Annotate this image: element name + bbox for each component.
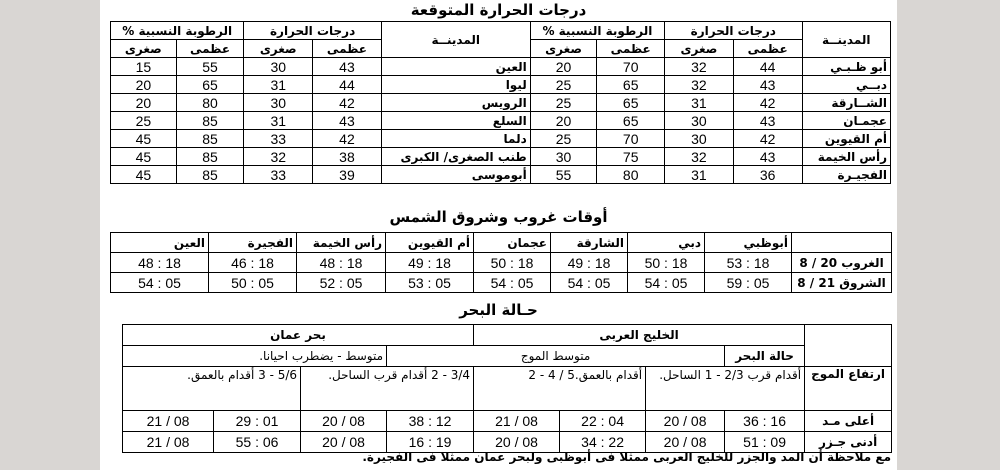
high-tide-label: أعلى مـد	[805, 411, 892, 432]
sunrise-time: 05 : 50	[209, 273, 297, 293]
sea-state-label: حالة البحر	[725, 346, 805, 367]
table-row	[111, 112, 891, 130]
sunrise-time: 05 : 54	[474, 273, 551, 293]
oman-wave-offshore: 5/6 - 3 أقدام بالعمق.	[123, 367, 301, 411]
max-header: عظمى	[733, 40, 802, 58]
sunset-time: 18 : 49	[386, 253, 474, 273]
value-cell: 32	[665, 148, 734, 166]
city-name: الفجيـرة	[802, 166, 891, 184]
min-header: صغرى	[665, 40, 734, 58]
value-cell: 30	[530, 148, 597, 166]
value-cell: 32	[665, 58, 734, 76]
temp-header-left: درجات الحرارة	[244, 22, 381, 40]
high-tide-value: 16 : 36	[725, 411, 805, 432]
sunrise-time: 05 : 52	[297, 273, 386, 293]
value-cell: 36	[733, 166, 802, 184]
sunset-time: 18 : 46	[209, 253, 297, 273]
value-cell: 75	[597, 148, 665, 166]
city-name: طنب الصغرى/ الكبرى	[381, 148, 530, 166]
humidity-header-left: الرطوبة النسبية %	[111, 22, 244, 40]
city-name: دلما	[381, 130, 530, 148]
value-cell: 39	[313, 166, 382, 184]
value-cell: 44	[733, 58, 802, 76]
city-name: الشــارقة	[802, 94, 891, 112]
value-cell: 25	[111, 112, 177, 130]
max-header: عظمى	[597, 40, 665, 58]
low-tide-value: 22 : 34	[560, 432, 646, 453]
sunset-time: 18 : 49	[551, 253, 628, 273]
min-header: صغرى	[530, 40, 597, 58]
value-cell: 43	[733, 76, 802, 94]
max-header: عظمى	[313, 40, 382, 58]
value-cell: 20	[530, 58, 597, 76]
value-cell: 43	[733, 112, 802, 130]
low-tide-value: 06 : 55	[214, 432, 301, 453]
value-cell: 25	[530, 76, 597, 94]
sunrise-time: 05 : 53	[386, 273, 474, 293]
sunset-time: 18 : 48	[297, 253, 386, 273]
value-cell: 85	[176, 112, 244, 130]
humidity-header-right: الرطوبة النسبية %	[530, 22, 664, 40]
value-cell: 31	[244, 112, 313, 130]
sea-corner-cell	[805, 325, 892, 367]
value-cell: 45	[111, 130, 177, 148]
city-name: رأس الخيمة	[802, 148, 891, 166]
city-header-left: المدينــة	[381, 22, 530, 58]
sunset-time: 18 : 50	[628, 253, 705, 273]
sun-city-header: أبوظبي	[705, 233, 792, 253]
value-cell: 30	[665, 112, 734, 130]
table-row	[111, 94, 891, 112]
sun-city-header: رأس الخيمة	[297, 233, 386, 253]
city-name: أبو ظـبـي	[802, 58, 891, 76]
gulf-header: الخليج العربى	[474, 325, 805, 346]
value-cell: 65	[597, 94, 665, 112]
sunset-time: 18 : 48	[111, 253, 209, 273]
sunrise-label: الشروق 21 / 8	[792, 273, 892, 293]
value-cell: 45	[111, 148, 177, 166]
value-cell: 85	[176, 166, 244, 184]
value-cell: 42	[733, 94, 802, 112]
city-name: العين	[381, 58, 530, 76]
max-header: عظمى	[176, 40, 244, 58]
table-row	[111, 166, 891, 184]
sun-city-header: أم القيوين	[386, 233, 474, 253]
high-tide-value: 08 / 20	[646, 411, 725, 432]
table-row	[111, 130, 891, 148]
city-name: السلع	[381, 112, 530, 130]
sunset-label: الغروب 20 / 8	[792, 253, 892, 273]
forecast-page	[100, 0, 897, 470]
high-tide-value: 08 / 21	[474, 411, 560, 432]
gulf-wave-near-shore: أقدام قرب 2/3 - 1 الساحل.	[646, 367, 805, 411]
low-tide-value: 09 : 51	[725, 432, 805, 453]
value-cell: 38	[313, 148, 382, 166]
sea-title: حـالة البحر	[459, 301, 538, 319]
sunset-time: 18 : 50	[474, 253, 551, 273]
low-tide-value: 08 / 21	[123, 432, 214, 453]
value-cell: 70	[597, 58, 665, 76]
value-cell: 33	[244, 130, 313, 148]
low-tide-value: 08 / 20	[646, 432, 725, 453]
value-cell: 25	[530, 130, 597, 148]
value-cell: 42	[313, 94, 382, 112]
city-name: أم القيوين	[802, 130, 891, 148]
sunrise-time: 05 : 59	[705, 273, 792, 293]
value-cell: 43	[313, 112, 382, 130]
high-tide-value: 08 / 21	[123, 411, 214, 432]
value-cell: 44	[313, 76, 382, 94]
min-header: صغرى	[111, 40, 177, 58]
value-cell: 20	[530, 112, 597, 130]
value-cell: 43	[733, 148, 802, 166]
value-cell: 80	[176, 94, 244, 112]
wave-height-label: ارتفاع الموج	[805, 367, 892, 411]
low-tide-label: أدنى جـزر	[805, 432, 892, 453]
value-cell: 55	[176, 58, 244, 76]
high-tide-value: 12 : 38	[387, 411, 474, 432]
value-cell: 25	[530, 94, 597, 112]
gulf-sea-state: متوسط الموج	[387, 346, 725, 367]
value-cell: 43	[313, 58, 382, 76]
oman-header: بحر عمان	[123, 325, 474, 346]
sunrise-time: 05 : 54	[628, 273, 705, 293]
sea-table	[122, 324, 892, 453]
high-tide-value: 01 : 29	[214, 411, 301, 432]
low-tide-value: 19 : 16	[387, 432, 474, 453]
value-cell: 65	[597, 76, 665, 94]
oman-sea-state: متوسط - يضطرب احيانا.	[123, 346, 387, 367]
tide-note: مع ملاحظة أن المد والجزر للخليج العربى ممثلا فى أبوظبى ولبحر عمان ممثلا فى الفجيرة.	[362, 450, 891, 464]
sunrise-time: 05 : 54	[111, 273, 209, 293]
oman-wave-near-shore: 3/4 - 2 أقدام قرب الساحل.	[301, 367, 474, 411]
value-cell: 33	[244, 166, 313, 184]
value-cell: 32	[244, 148, 313, 166]
value-cell: 65	[176, 76, 244, 94]
value-cell: 31	[665, 94, 734, 112]
value-cell: 45	[111, 166, 177, 184]
sun-city-header: عجمان	[474, 233, 551, 253]
city-name: ليوا	[381, 76, 530, 94]
gulf-wave-offshore: أقدام بالعمق.5 / 4 - 2	[474, 367, 646, 411]
value-cell: 85	[176, 148, 244, 166]
value-cell: 30	[244, 94, 313, 112]
sun-city-header: الفجيرة	[209, 233, 297, 253]
sun-city-header: الشارقة	[551, 233, 628, 253]
value-cell: 42	[733, 130, 802, 148]
sunrise-time: 05 : 54	[551, 273, 628, 293]
low-tide-value: 08 / 20	[301, 432, 387, 453]
value-cell: 42	[313, 130, 382, 148]
table-row	[111, 148, 891, 166]
value-cell: 80	[597, 166, 665, 184]
value-cell: 15	[111, 58, 177, 76]
sun-title: أوقات غروب وشروق الشمس	[389, 208, 608, 226]
value-cell: 30	[665, 130, 734, 148]
temperature-table	[110, 21, 891, 184]
sun-city-header: العين	[111, 233, 209, 253]
city-name: عجمـان	[802, 112, 891, 130]
city-name: دبــي	[802, 76, 891, 94]
min-header: صغرى	[244, 40, 313, 58]
table-row	[111, 58, 891, 76]
value-cell: 65	[597, 112, 665, 130]
value-cell: 31	[665, 166, 734, 184]
value-cell: 20	[111, 76, 177, 94]
temp-header-right: درجات الحرارة	[665, 22, 802, 40]
value-cell: 55	[530, 166, 597, 184]
sun-corner-cell	[792, 233, 892, 253]
table-row	[111, 76, 891, 94]
city-header-right: المدينــة	[802, 22, 891, 58]
low-tide-value: 08 / 20	[474, 432, 560, 453]
temperature-title: درجات الحرارة المتوقعة	[410, 1, 587, 19]
high-tide-value: 04 : 22	[560, 411, 646, 432]
value-cell: 85	[176, 130, 244, 148]
value-cell: 32	[665, 76, 734, 94]
value-cell: 30	[244, 58, 313, 76]
city-name: الرويس	[381, 94, 530, 112]
value-cell: 31	[244, 76, 313, 94]
city-name: أبوموسى	[381, 166, 530, 184]
value-cell: 70	[597, 130, 665, 148]
high-tide-value: 08 / 20	[301, 411, 387, 432]
temperature-rows	[111, 58, 891, 184]
sun-table	[110, 232, 892, 293]
value-cell: 20	[111, 94, 177, 112]
sun-city-header: دبي	[628, 233, 705, 253]
sunset-time: 18 : 53	[705, 253, 792, 273]
